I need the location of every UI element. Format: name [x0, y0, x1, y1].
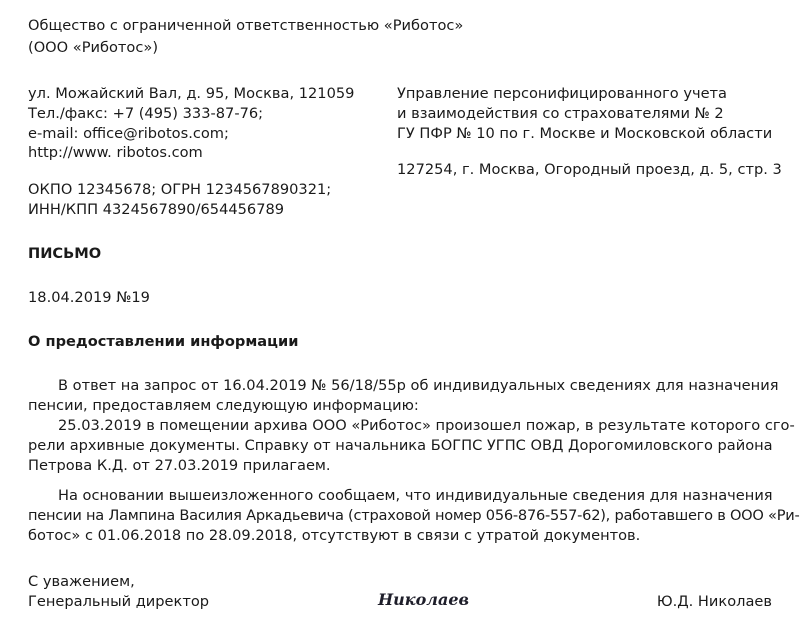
body-p2-line-3: Петрова К.Д. от 27.03.2019 прилагаем. — [28, 457, 331, 474]
sender-email: e-mail: office@ribotos.com; — [28, 125, 229, 142]
document-date-number: 18.04.2019 №19 — [28, 289, 150, 306]
body-p3-line-3: ботос» с 01.06.2018 по 28.09.2018, отсутствуют в связи с утратой документов. — [28, 527, 641, 544]
document-subject: О предоставлении информации — [28, 333, 299, 350]
body-p1-line-2: пенсии, предоставляем следующую информацию: — [28, 397, 419, 414]
body-p1-line-1: В ответ на запрос от 16.04.2019 № 56/18/55р об индивидуальных сведениях для назначения — [58, 377, 779, 394]
recipient-line-2: и взаимодействия со страхователями № 2 — [397, 105, 724, 122]
sender-company-short: (ООО «Риботос») — [28, 39, 159, 56]
sender-phone: Тел./факс: +7 (495) 333-87-76; — [28, 105, 264, 122]
sender-okpo-ogrn: ОКПО 12345678; ОГРН 1234567890321; — [28, 181, 332, 198]
body-p2-line-2: рели архивные документы. Справку от начальника БОГПС УГПС ОВД Дорогомиловского района — [28, 437, 773, 454]
body-p2-line-1: 25.03.2019 в помещении архива ООО «Риботос» произошел пожар, в результате которого сго- — [58, 417, 795, 434]
sender-website: http://www. ribotos.com — [28, 144, 203, 161]
sender-company-full: Общество с ограниченной ответственностью «Риботос» — [28, 17, 464, 34]
closing-salutation: С уважением, — [28, 573, 135, 590]
sender-address: ул. Можайский Вал, д. 95, Москва, 121059 — [28, 85, 355, 102]
body-p3-line-2: пенсии на Лампина Василия Аркадьевича (страховой номер 056-876-557-62), работавшего в ООО «Ри- — [28, 507, 800, 524]
signatory-position: Генеральный директор — [28, 593, 210, 610]
sender-inn-kpp: ИНН/КПП 4324567890/654456789 — [28, 201, 285, 218]
signatory-name: Ю.Д. Николаев — [656, 593, 772, 610]
recipient-line-1: Управление персонифицированного учета — [397, 85, 727, 102]
body-p3-line-1: На основании вышеизложенного сообщаем, что индивидуальные сведения для назначения — [58, 487, 773, 504]
handwritten-signature: Николаев — [378, 590, 470, 609]
recipient-line-3: ГУ ПФР № 10 по г. Москве и Московской области — [397, 125, 773, 142]
recipient-address: 127254, г. Москва, Огородный проезд, д. 5, стр. 3 — [397, 161, 782, 178]
document-type: ПИСЬМО — [28, 245, 102, 262]
